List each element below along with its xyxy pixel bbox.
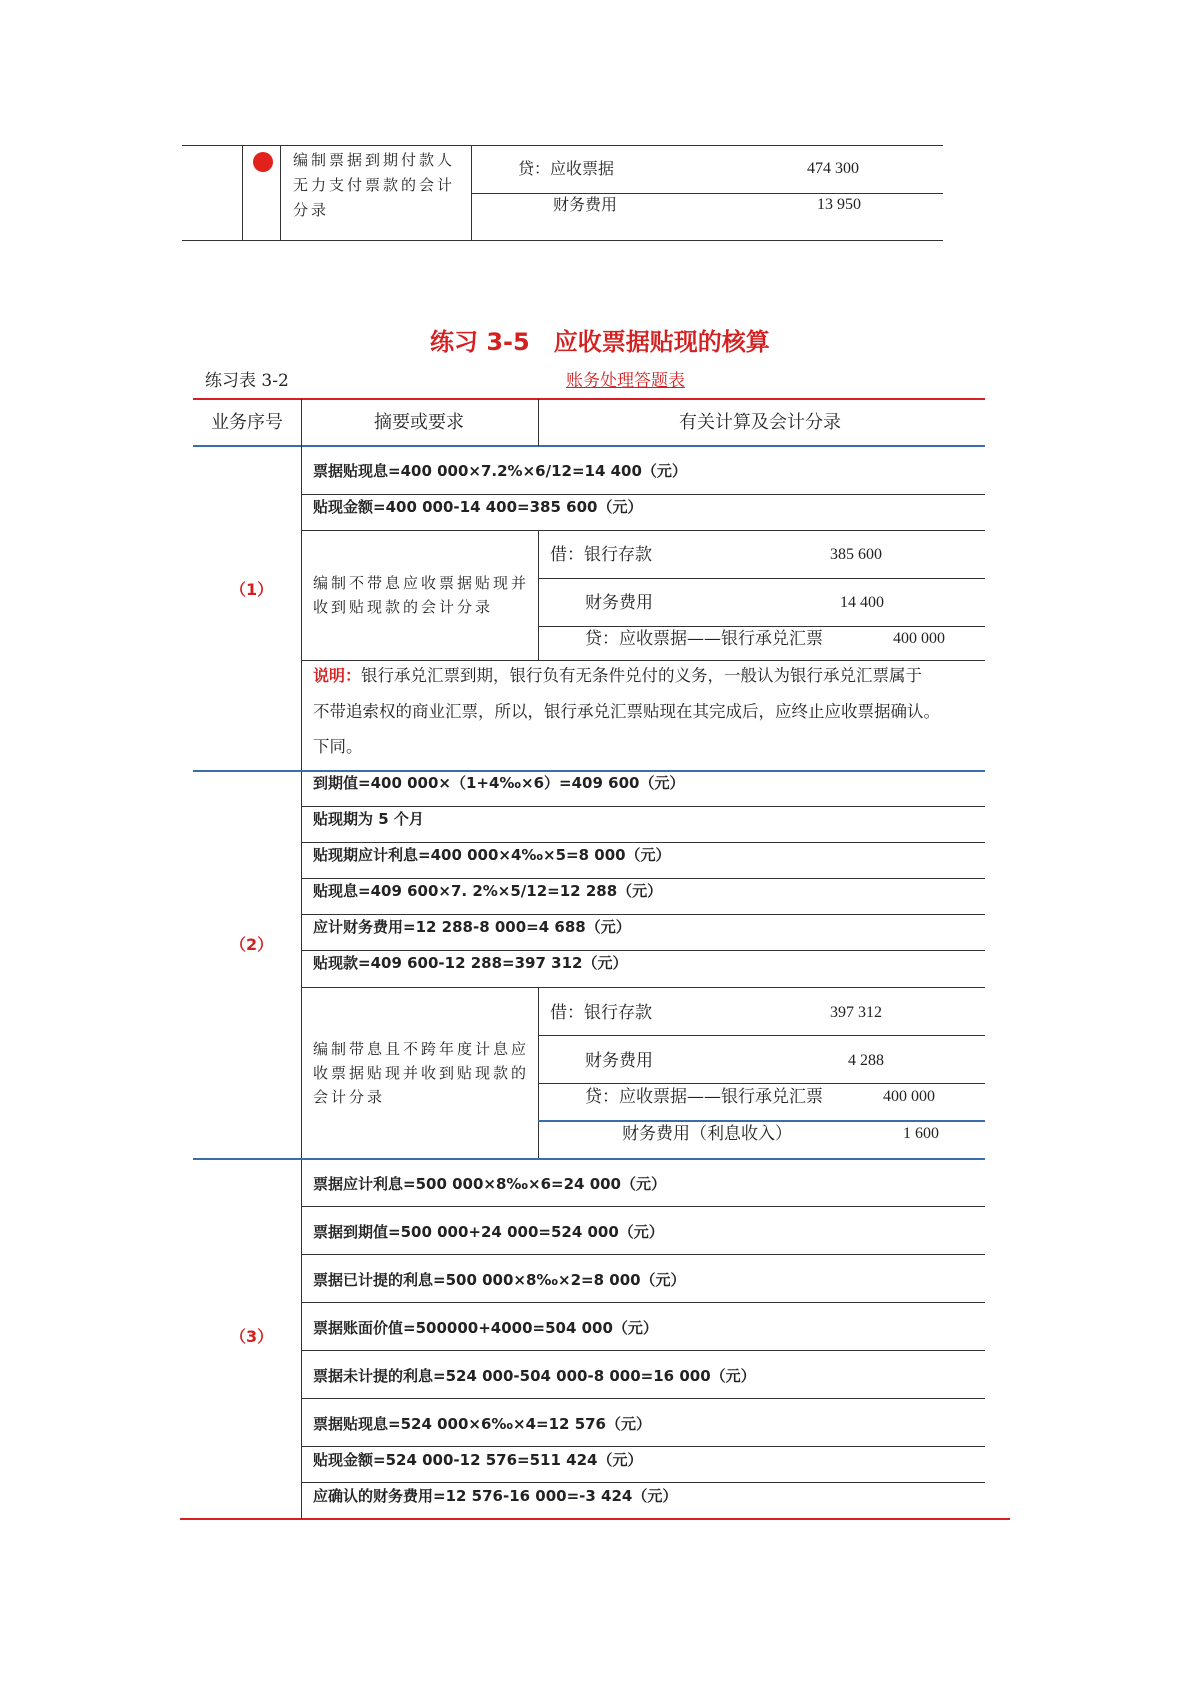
fragment-amount: 13 950 xyxy=(817,196,861,213)
header-bottom-border xyxy=(193,445,985,447)
header-calc: 有关计算及会计分录 xyxy=(679,412,841,433)
calc-line: 贴现款=409 600-12 288=397 312（元） xyxy=(313,954,628,972)
row-line xyxy=(301,530,985,531)
fragment-account: 财务费用 xyxy=(553,195,618,214)
row-line xyxy=(301,878,985,879)
group-divider xyxy=(193,770,985,772)
row-line xyxy=(301,1206,985,1207)
note-text: 银行承兑汇票到期，银行负有无条件兑付的义务，一般认为银行承兑汇票属于 xyxy=(361,666,923,685)
fragment-bottom-border xyxy=(182,240,943,241)
entry-desc: 编制不带息应收票据贴现并收到贴现款的会计分录 xyxy=(313,574,530,616)
calc-line: 贴现金额=524 000-12 576=511 424（元） xyxy=(313,1451,643,1469)
header-summary: 摘要或要求 xyxy=(374,412,464,433)
fragment-col-line xyxy=(242,145,243,240)
red-circle-marker-icon xyxy=(253,152,273,172)
row-line xyxy=(301,494,985,495)
calc-line: 票据已计提的利息=500 000×8‰×2=8 000（元） xyxy=(313,1271,686,1289)
desc-col-divider xyxy=(538,530,539,661)
entry-account: 财务费用 xyxy=(585,593,653,613)
entry-account: 财务费用（利息收入） xyxy=(622,1124,792,1144)
header-col2-divider xyxy=(538,399,539,446)
fragment-account: 贷：应收票据 xyxy=(518,159,615,178)
group-divider xyxy=(193,1158,985,1160)
entry-desc: 编制带息且不跨年度计息应收票据贴现并收到贴现款的会计分录 xyxy=(313,1040,530,1106)
fragment-top-border xyxy=(182,145,943,146)
table-bottom-border xyxy=(180,1518,1010,1520)
row-line xyxy=(538,578,985,579)
calc-line: 贴现期应计利息=400 000×4‰×5=8 000（元） xyxy=(313,846,671,864)
note-line: 不带追索权的商业汇票，所以，银行承兑汇票贴现在其完成后，应终止应收票据确认。 xyxy=(313,702,940,721)
calc-line: 贴现息=409 600×7. 2%×5/12=12 288（元） xyxy=(313,882,663,900)
row-line xyxy=(538,626,985,627)
row-line xyxy=(301,1254,985,1255)
row-line xyxy=(301,914,985,915)
section-title: 练习 3-5 应收票据贴现的核算 xyxy=(430,328,770,356)
row-line xyxy=(538,1035,985,1036)
row-line xyxy=(538,1083,985,1084)
row-line xyxy=(301,660,985,661)
fragment-amount: 474 300 xyxy=(807,160,859,177)
row-line xyxy=(301,950,985,951)
entry-amount: 400 000 xyxy=(883,1088,935,1105)
note-line: 下同。 xyxy=(313,737,363,756)
header-seq: 业务序号 xyxy=(211,412,283,433)
entry-account: 贷：应收票据——银行承兑汇票 xyxy=(585,1087,823,1107)
group-label: （1） xyxy=(230,580,274,599)
entry-amount: 4 288 xyxy=(848,1052,884,1069)
entry-account: 借：银行存款 xyxy=(550,545,652,565)
entry-account: 贷：应收票据——银行承兑汇票 xyxy=(585,629,823,649)
desc-col-divider xyxy=(538,987,539,1158)
entry-amount: 397 312 xyxy=(830,1004,882,1021)
row-line xyxy=(301,806,985,807)
calc-line: 票据未计提的利息=524 000-504 000-8 000=16 000（元） xyxy=(313,1367,756,1385)
row-line xyxy=(301,1398,985,1399)
calc-line: 应确认的财务费用=12 576-16 000=-3 424（元） xyxy=(313,1487,678,1505)
row-line xyxy=(301,1482,985,1483)
entry-amount: 14 400 xyxy=(840,594,884,611)
row-line xyxy=(301,1446,985,1447)
calc-line: 到期值=400 000×（1+4‰×6）=409 600（元） xyxy=(313,774,685,792)
table-name: 账务处理答题表 xyxy=(566,371,685,391)
group-label: （2） xyxy=(230,935,274,954)
entry-account: 财务费用 xyxy=(585,1051,653,1071)
row-line xyxy=(301,1302,985,1303)
entry-amount: 1 600 xyxy=(903,1125,939,1142)
calc-line: 票据贴现息=400 000×7.2%×6/12=14 400（元） xyxy=(313,462,687,480)
fragment-desc: 编制票据到期付款人无力支付票款的会计分录 xyxy=(293,151,456,219)
entry-amount: 400 000 xyxy=(893,630,945,647)
row-line xyxy=(538,1120,985,1122)
row-line xyxy=(301,1350,985,1351)
fragment-row-line xyxy=(471,193,943,194)
note-label: 说明： xyxy=(313,666,362,685)
entry-account: 借：银行存款 xyxy=(550,1003,652,1023)
calc-line: 票据账面价值=500000+4000=504 000（元） xyxy=(313,1319,658,1337)
calc-line: 贴现期为 5 个月 xyxy=(313,810,424,828)
calc-line: 应计财务费用=12 288-8 000=4 688（元） xyxy=(313,918,631,936)
table-top-border xyxy=(193,398,985,400)
col1-divider xyxy=(301,399,302,1519)
row-line xyxy=(301,987,985,988)
entry-amount: 385 600 xyxy=(830,546,882,563)
fragment-col-line xyxy=(280,145,281,240)
calc-line: 贴现金额=400 000-14 400=385 600（元） xyxy=(313,498,643,516)
note-line xyxy=(313,668,922,685)
calc-line: 票据贴现息=524 000×6‰×4=12 576（元） xyxy=(313,1415,651,1433)
row-line xyxy=(301,842,985,843)
table-id: 练习表 3-2 xyxy=(205,371,289,391)
calc-line: 票据到期值=500 000+24 000=524 000（元） xyxy=(313,1223,664,1241)
group-label: （3） xyxy=(230,1327,274,1346)
calc-line: 票据应计利息=500 000×8‰×6=24 000（元） xyxy=(313,1175,666,1193)
